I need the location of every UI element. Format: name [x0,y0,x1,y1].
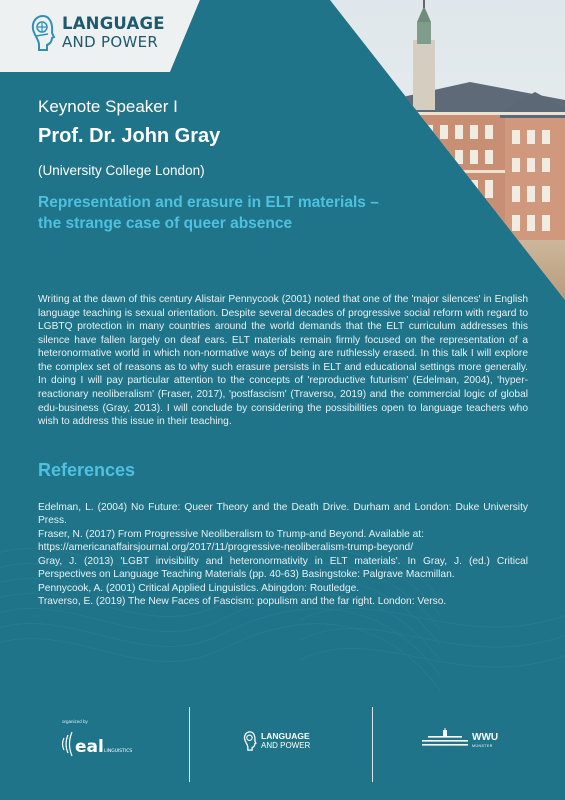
reference-item: Pennycook, A. (2001) Critical Applied Linguistics. Abingdon: Routledge. [38,582,360,594]
reference-item: Edelman, L. (2004) No Future: Queer Theory and the Death Drive. Durham and London: Duke University Press. [38,502,528,527]
sound-wave-icon [63,732,73,756]
eal-text: eal [75,737,104,757]
wwu-subtext: MÜNSTER [472,744,493,748]
speaker-affiliation: (University College London) [38,163,205,178]
eal-sub: LINGUISTICS [104,749,133,754]
logo-line1: LANGUAGE [62,13,165,33]
footer-divider [372,707,373,782]
organized-by-label: organized by [62,719,88,724]
footer-language-and-power-logo[interactable] [243,730,310,752]
reference-item: Fraser, N. (2017) From Progressive Neoliberalism to Trump-and Beyond. Available at: https://americanaffairsjournal.org/2017/11/progressive-neoliberalism-trump-beyond/ [38,528,424,554]
reference-item: Gray, J. (2013) 'LGBT invisibility and heteronormativity in ELT materials'. In Gray, J. (ed.) Critical Perspectives on Language Teaching Materials (pp. 40-63) Basingstoke: Palgrave Macmillan. [38,555,528,581]
footer-logo-line2: AND POWER [261,741,311,751]
language-and-power-logo[interactable] [30,14,165,52]
talk-title: Representation and erasure in ELT materials – the strange case of queer absence [38,194,379,232]
head-profile-icon [30,14,56,52]
eal-logo[interactable] [60,728,140,760]
head-profile-icon [243,730,257,752]
header-band [0,0,565,72]
references-heading: References [38,460,136,480]
university-building-icon [422,728,468,748]
footer-logo-line1: LANGUAGE [261,730,310,741]
wwu-logo[interactable] [422,728,498,748]
talk-abstract: Writing at the dawn of this century Alistair Pennycook (2001) noted that one of the 'major silences' in English language teaching is sexual orientation. Despite several decades of progressive social reform with regard to LGBTQ protection in many countries around the world demands that the ELT curriculum addresses this silence have fallen largely on deaf ears. ELT materials remain firmly focused on the representation of a heteronormative world in which non-normative ways of being are ruthlessly erased. In this talk I will explore the complex set of reasons as to why such erasure persists in ELT and educational settings more generally. In doing I will pay particular attention to the concepts of 'reproductive futurism' (Edelman, 2004), 'hyper-reactionary neoliberalism' (Fraser, 2017), 'postfascism' (Traverso, 2019) and the commercial logic of global edu-business (Gray, 2013). I will conclude by considering the possibilities open to language teachers who wish to address this issue in their teaching. [38,294,528,428]
keynote-heading: Keynote Speaker I [38,97,178,116]
footer-divider [189,707,190,782]
references-list [38,501,528,609]
wwu-text: WWU [472,732,499,743]
logo-line2: AND POWER [62,33,159,52]
speaker-name: Prof. Dr. John Gray [38,125,221,147]
reference-item: Traverso, E. (2019) The New Faces of Fascism: populism and the far right. London: Verso. [38,596,447,608]
